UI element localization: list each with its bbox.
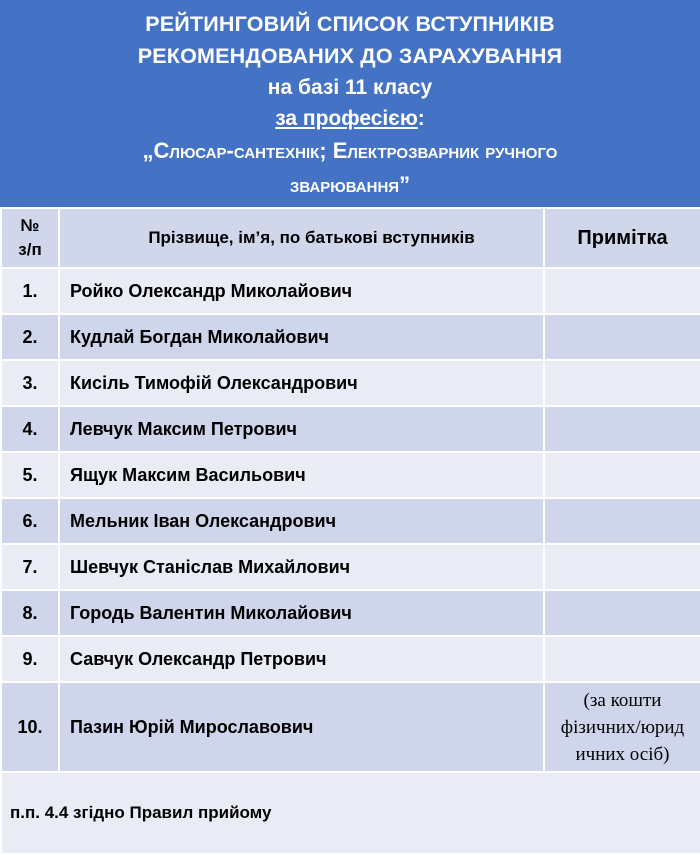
row-note-line-1: (за кошти — [583, 689, 662, 711]
row-number: 8. — [1, 590, 59, 636]
row-number: 1. — [1, 268, 59, 314]
table-row — [1, 406, 700, 452]
row-number: 10. — [1, 682, 59, 772]
column-header-number — [1, 208, 59, 268]
row-number: 9. — [1, 636, 59, 682]
row-note — [544, 406, 700, 452]
row-number: 7. — [1, 544, 59, 590]
column-header-name: Прізвище, ім’я, по батькові вступників — [59, 208, 544, 268]
title-banner — [0, 0, 700, 207]
row-note — [544, 498, 700, 544]
column-header-note: Примітка — [544, 208, 700, 268]
table-row — [1, 590, 700, 636]
table-header-row — [1, 208, 700, 268]
row-note-line-3: ичних осіб) — [575, 743, 670, 765]
applicant-name: Ройко Олександр Миколайович — [59, 268, 544, 314]
applicant-name: Городь Валентин Миколайович — [59, 590, 544, 636]
row-note-line-2: фізичних/юрид — [560, 716, 685, 738]
specialty-line-1: „Слюсар-сантехнік; Електрозварник ручного — [142, 138, 558, 163]
applicant-name: Савчук Олександр Петрович — [59, 636, 544, 682]
column-header-number-line-2: з/п — [18, 240, 42, 259]
footer-row — [1, 772, 700, 854]
title-line-2: РЕКОМЕНДОВАНИХ ДО ЗАРАХУВАННЯ — [137, 44, 563, 68]
title-line-3: на базі 11 класу — [267, 76, 433, 99]
applicant-name: Кисіль Тимофій Олександрович — [59, 360, 544, 406]
profession-colon: : — [417, 107, 425, 130]
column-header-number-line-1: № — [20, 216, 40, 235]
table-row — [1, 268, 700, 314]
row-note — [544, 590, 700, 636]
title-line-1: РЕЙТИНГОВИЙ СПИСОК ВСТУПНИКІВ — [145, 12, 555, 36]
applicant-name: Шевчук Станіслав Михайлович — [59, 544, 544, 590]
applicant-name: Мельник Іван Олександрович — [59, 498, 544, 544]
row-note — [544, 636, 700, 682]
row-number: 6. — [1, 498, 59, 544]
row-note — [544, 682, 700, 772]
applicant-name: Кудлай Богдан Миколайович — [59, 314, 544, 360]
table-row — [1, 682, 700, 772]
row-note — [544, 314, 700, 360]
table-row — [1, 314, 700, 360]
specialty-line-2: зварювання” — [289, 172, 411, 197]
table-row — [1, 544, 700, 590]
table-row — [1, 360, 700, 406]
table-row — [1, 636, 700, 682]
row-number: 2. — [1, 314, 59, 360]
row-note — [544, 268, 700, 314]
row-note — [544, 360, 700, 406]
table-row — [1, 452, 700, 498]
table-row — [1, 498, 700, 544]
row-note — [544, 544, 700, 590]
applicant-name: Ящук Максим Васильович — [59, 452, 544, 498]
applicants-table — [0, 207, 700, 855]
applicant-name: Левчук Максим Петрович — [59, 406, 544, 452]
row-note — [544, 452, 700, 498]
profession-label — [0, 103, 700, 134]
row-number: 5. — [1, 452, 59, 498]
applicant-name: Пазин Юрій Мирославович — [59, 682, 544, 772]
footer-note: п.п. 4.4 згідно Правил прийому — [1, 772, 700, 854]
profession-label-text: за професією — [275, 107, 418, 130]
row-number: 3. — [1, 360, 59, 406]
row-number: 4. — [1, 406, 59, 452]
